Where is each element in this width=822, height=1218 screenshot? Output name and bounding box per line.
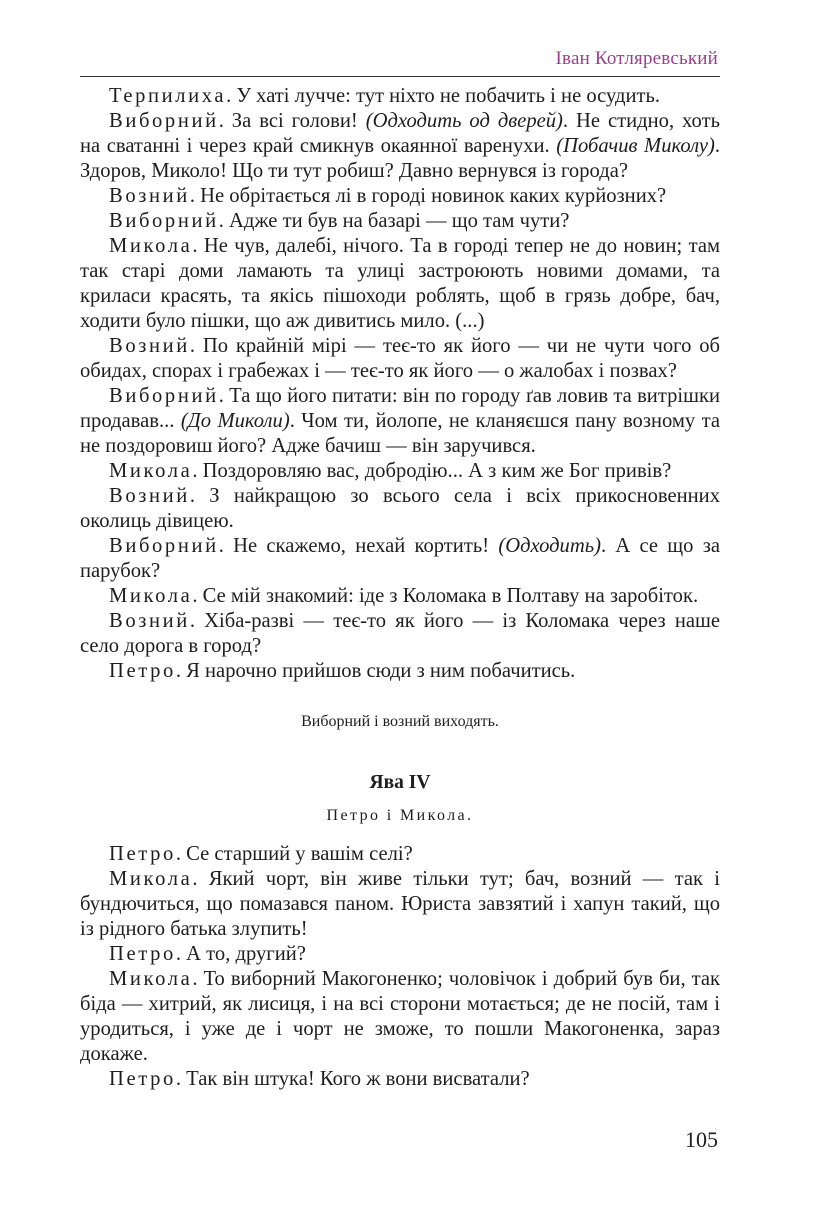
dialogue-paragraph [80,842,720,867]
speech-text: . Здоров, Миколо! Що ти тут робиш? Давно вернувся із города? [80,135,720,182]
dialogue-paragraph [80,584,720,609]
dialogue-paragraph [80,334,720,384]
dialogue-paragraph [80,209,720,234]
speech-text: . Се мій знакомий: іде з Коломака в Полтаву на заробіток. [192,585,699,607]
speech-text: . У хаті лучче: тут ніхто не побачить і не осудить. [226,85,661,107]
speech-text: . А се що за парубок? [80,535,720,582]
speaker-name: Возний [109,335,190,357]
speech-text: . Поздоровляю вас, добродію... А з ким же Бог привів? [192,460,672,482]
speaker-name: Петро [109,660,176,682]
dialogue-paragraph [80,534,720,584]
speech-text: . Та що його питати: він по городу ґав ловив та витрішки продавав... [80,385,720,432]
stage-remark: (Одходить од дверей) [365,110,563,132]
speaker-name: Виборний [109,110,219,132]
speech-text: . То виборний Макогоненко; чоловічок і добрий був би, так біда — хитрий, як лисиця, і на всі сторони мотається; де не посій, там і уродиться, і уже де і чорт не зможе, то пошли Макогоненка, зараз докаже. [80,968,720,1065]
speaker-name: Микола [109,968,193,990]
speaker-name: Микола [109,585,193,607]
speech-text: . З найкращою зо всього села і всіх прикосновенних околиць дівицею. [80,485,720,532]
speech-text: . Хіба-разві — теє-то як його — із Коломака через наше село дорога в город? [80,610,720,657]
scene-title: Ява IV [369,772,431,793]
dialogue-paragraph [80,659,720,684]
speaker-name: Петро [109,843,176,865]
dialogue-paragraph [80,184,720,209]
dialogue-paragraph [80,967,720,1067]
speaker-name: Виборний [109,385,219,407]
speaker-name: Виборний [109,535,219,557]
speech-text: . Який чорт, він живе тільки тут; бач, возний — так і бундючиться, що помазався паном. Юриста завзятий і хапун такий, що із рідного батька злупить! [80,868,720,940]
stage-remark: (Побачив Миколу) [556,135,715,157]
dialogue-paragraph [80,384,720,459]
speaker-name: Возний [109,485,190,507]
speech-text: . Так він штука! Кого ж вони висватали? [175,1068,530,1090]
speaker-name: Возний [109,610,190,632]
dialogue-paragraph [80,459,720,484]
speech-text: . Не чув, далебі, нічого. Та в городі тепер не до новин; там так старі доми ламають та улиці застроюють новими домами, та криласи красять, та якісь пішоходи роблять, щоб в грязь добре, бач, ходити було пішки, що аж дивитись мило. (...) [80,235,720,332]
speaker-name: Микола [109,868,193,890]
speech-text: . Не стидно, хоть на сватанні і через край смикнув окаянної варенухи. [80,110,720,157]
scene-persons: Петро і Микола. [326,807,474,824]
dialogue-paragraph [80,484,720,534]
dialogue-paragraph [80,867,720,942]
speaker-name: Петро [109,943,176,965]
dialogue-part-1 [80,84,720,684]
stage-remark: (Одходить) [498,535,601,557]
speaker-name: Микола [109,235,193,257]
dialogue-paragraph [80,234,720,334]
running-head: Іван Котляревський [555,48,718,69]
speech-text: . Не скажемо, нехай кортить! [218,535,499,557]
speaker-name: Возний [109,185,190,207]
speech-text: . Се старший у вашім селі? [175,843,413,865]
speech-text: . Я нарочно прийшов сюди з ним побачитись. [175,660,576,682]
dialogue-paragraph [80,942,720,967]
dialogue-paragraph [80,109,720,184]
speech-text: . По крайній мірі — теє-то як його — чи не чути чого об обидах, спорах і грабежах і — теє-то як його — о жалобах і позвах? [80,335,720,382]
speech-text: . Адже ти був на базарі — що там чути? [218,210,570,232]
speech-text: . А то, другий? [175,943,306,965]
dialogue-paragraph [80,84,720,109]
stage-remark: (До Миколи) [180,410,290,432]
page-number: 105 [685,1127,718,1152]
speech-text: . Чом ти, йолопе, не кланяєшся пану возному та не поздоровиш його? Адже бачиш — він заручився. [80,410,721,457]
header-rule [80,76,720,77]
speaker-name: Виборний [109,210,219,232]
dialogue-paragraph [80,609,720,659]
speaker-name: Микола [109,460,193,482]
stage-direction: Виборний і возний виходять. [301,713,499,730]
speaker-name: Терпилиха [109,85,227,107]
speaker-name: Петро [109,1068,176,1090]
speech-text: . За всі голови! [218,110,366,132]
text-block [80,84,720,1092]
dialogue-part-2 [80,842,720,1092]
speech-text: . Не обрітається лі в городі новинок каких курйозних? [189,185,667,207]
dialogue-paragraph [80,1067,720,1092]
